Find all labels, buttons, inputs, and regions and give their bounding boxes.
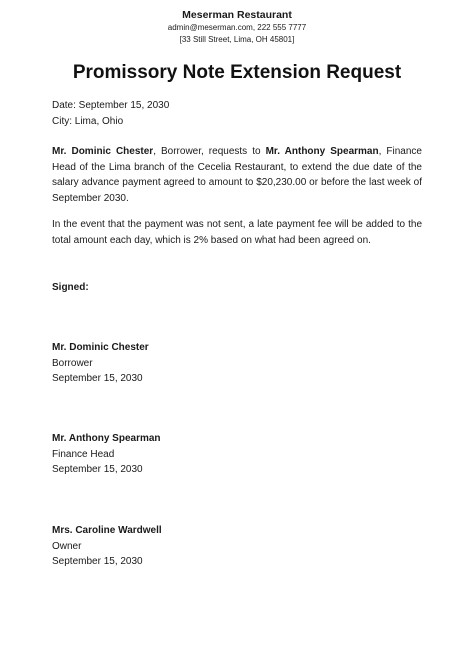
signatory-role: Owner [52,540,82,552]
signed-label: Signed: [52,282,89,293]
request-paragraph-text [52,144,422,206]
signature-block [52,340,422,387]
request-text-a: , Borrower, requests to [153,146,266,157]
late-fee-paragraph [52,217,422,248]
borrower-name: Mr. Dominic Chester [52,146,154,157]
signatory-date: September 15, 2030 [52,373,143,384]
signatory-name: Mrs. Caroline Wardwell [52,525,162,536]
signatory-name: Mr. Dominic Chester [52,342,149,353]
company-contact: admin@meserman.com, 222 555 7777 [167,23,307,32]
signatory-role: Finance Head [52,448,115,460]
signature-block [52,431,422,478]
signature-block [52,523,422,570]
document-meta [52,98,422,129]
document-title: Promissory Note Extension Request [72,62,402,83]
letterhead [0,8,474,46]
request-text-b: , Finance Head of the Lima branch of the Cecelia Restaurant, to extend the due date of the salary advance payment agreed to amount to $20,230.00 or before the last week of September 2030. [52,146,422,204]
company-address: [33 Still Street, Lima, OH 45801] [179,35,295,44]
date-line: Date: September 15, 2030 [52,100,170,111]
recipient-name: Mr. Anthony Spearman [265,146,379,157]
signatory-date: September 15, 2030 [52,464,143,475]
city-line: City: Lima, Ohio [52,115,124,127]
late-fee-text: In the event that the payment was not sent, a late payment fee will be added to the total amount each day, which is 2% based on what had been agreed on. [52,219,422,246]
signatory-name: Mr. Anthony Spearman [52,433,161,444]
request-paragraph [52,144,422,206]
company-name: Meserman Restaurant [182,9,292,21]
signatory-date: September 15, 2030 [52,556,143,567]
signatory-role: Borrower [52,357,93,369]
